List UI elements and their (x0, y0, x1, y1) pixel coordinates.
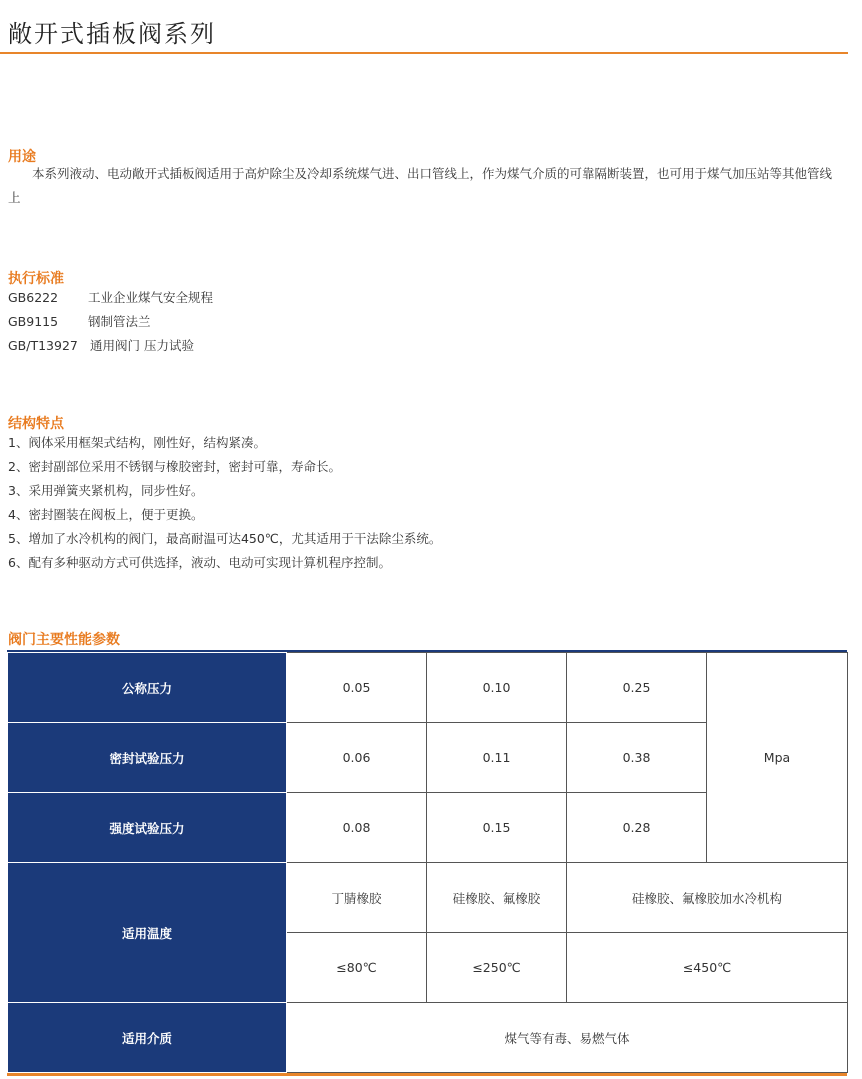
cell-value: 0.15 (427, 793, 567, 863)
cell-value: 0.25 (567, 653, 707, 723)
table-row (8, 1003, 848, 1073)
standard-code: GB/T13927 (8, 338, 78, 353)
feature-item: 4、密封圈装在阀板上，便于更换。 (8, 507, 204, 522)
cell-material: 硅橡胶、氟橡胶 (427, 863, 567, 933)
standards-heading: 执行标准 (8, 271, 64, 287)
usage-heading: 用途 (8, 149, 36, 165)
feature-item: 1、阀体采用框架式结构，刚性好，结构紧凑。 (8, 435, 266, 450)
bottom-divider (7, 1073, 847, 1076)
row-label-seal-test: 密封试验压力 (8, 723, 287, 793)
row-label-strength-test: 强度试验压力 (8, 793, 287, 863)
table-row (8, 863, 848, 933)
cell-medium: 煤气等有毒、易燃气体 (287, 1003, 848, 1073)
row-label-medium: 适用介质 (8, 1003, 287, 1073)
cell-material: 丁腈橡胶 (287, 863, 427, 933)
feature-item: 3、采用弹簧夹紧机构，同步性好。 (8, 483, 204, 498)
feature-item: 2、密封副部位采用不锈钢与橡胶密封，密封可靠，寿命长。 (8, 459, 341, 474)
unit-cell: Mpa (707, 653, 848, 863)
cell-value: 0.05 (287, 653, 427, 723)
standard-item (8, 288, 213, 306)
row-label-nominal-pressure: 公称压力 (8, 653, 287, 723)
cell-material: 硅橡胶、氟橡胶加水冷机构 (567, 863, 848, 933)
cell-temp-limit: ≤80℃ (287, 933, 427, 1003)
params-table (7, 652, 848, 1073)
cell-temp-limit: ≤250℃ (427, 933, 567, 1003)
table-row (8, 653, 848, 723)
standard-item (8, 336, 194, 354)
feature-item: 5、增加了水冷机构的阀门，最高耐温可达450℃，尤其适用于干法除尘系统。 (8, 531, 442, 546)
standard-code: GB9115 (8, 314, 59, 329)
standard-item (8, 312, 151, 330)
cell-value: 0.10 (427, 653, 567, 723)
title-divider (0, 52, 848, 54)
row-label-temperature: 适用温度 (8, 863, 287, 1003)
cell-value: 0.08 (287, 793, 427, 863)
cell-value: 0.38 (567, 723, 707, 793)
cell-value: 0.28 (567, 793, 707, 863)
feature-item: 6、配有多种驱动方式可供选择，液动、电动可实现计算机程序控制。 (8, 555, 391, 570)
standard-name: 工业企业煤气安全规程 (88, 290, 214, 305)
cell-temp-limit: ≤450℃ (567, 933, 848, 1003)
features-heading: 结构特点 (8, 416, 64, 432)
standard-code: GB6222 (8, 290, 59, 305)
params-heading: 阀门主要性能参数 (8, 632, 120, 648)
usage-paragraph: 本系列液动、电动敞开式插板阀适用于高炉除尘及冷却系统煤气进、出口管线上，作为煤气介质的可靠隔断装置，也可用于煤气加压站等其他管线上 (8, 166, 833, 205)
cell-value: 0.11 (427, 723, 567, 793)
cell-value: 0.06 (287, 723, 427, 793)
standard-name: 通用阀门 压力试验 (90, 338, 194, 353)
page-title: 敞开式插板阀系列 (8, 20, 216, 48)
standard-name: 钢制管法兰 (88, 314, 151, 329)
usage-text (8, 162, 844, 210)
